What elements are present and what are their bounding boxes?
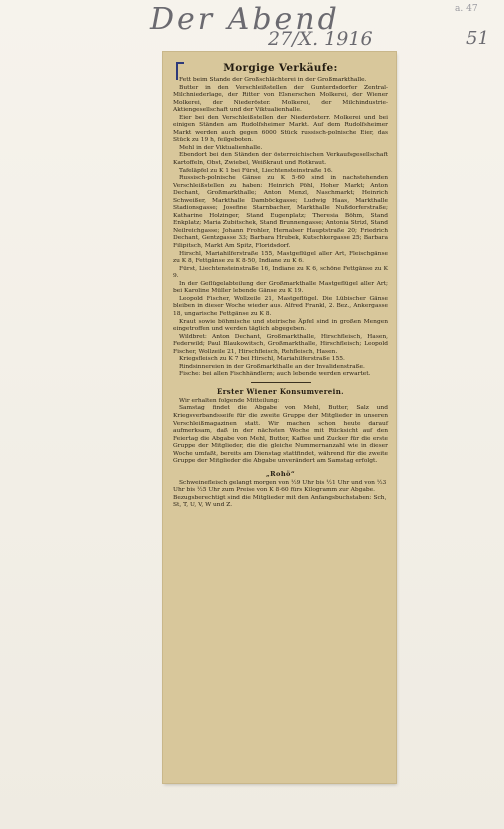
paragraph-fische: Fische: bei allen Fischhändlern; auch lebende werden erwartet. <box>179 371 371 378</box>
paragraph-gefluegel: In der Geflügelabteilung der Großmarkthalle Mastgeflügel aller Art; bei Karoline Müller lebende Gänse zu K 19. <box>173 280 388 295</box>
handwritten-date: 27/X. 1916 <box>268 28 373 50</box>
section-divider <box>251 382 311 383</box>
paragraph-fett: Fett beim Stande der Großschlächterei in der Großmarkthalle. <box>179 77 367 83</box>
clipping-headline: Morgige Verkäufe: <box>223 62 338 74</box>
section-heading-rohoe: „Rohö“ <box>265 469 296 478</box>
paragraph-rindsinnereien: Rindsinnereien in der Großmarkthalle an der Invalidenstraße. <box>179 363 365 370</box>
paragraph-schweinefleisch: Schweinefleisch gelangt morgen von ½9 Uhr bis ½1 Uhr und von ½3 Uhr bis ½5 Uhr zum Preise von K 8·60 fürs Kilogramm zur Abgabe. Bezugsberechtigt sind die Mitglieder mit den Anfangsbuchstaben: Sch, St, T, U, V, W und Z. <box>173 479 387 509</box>
paragraph-fuerst: Fürst, Liechtensteinstraße 16, Indiane zu K 6, schöne Fettgänse zu K 9. <box>173 265 388 280</box>
paragraph-wildbret: Wildbret: Anton Dechant, Großmarkthalle, Hirschfleisch, Hasen, Federwild; Paul Blaukowitsch, Großmarkthalle, Hirschfleisch; Leopold Fischer, Wollzeile 21, Hirschfleisch, Rehfleisch, Hasen. <box>173 333 388 355</box>
paragraph-hirschl: Hirschl, Mariahilferstraße 155, Mastgeflügel aller Art, Fleischgänse zu K 8, Fettgänse zu K 8·50, Indiane zu K 6. <box>173 250 388 265</box>
paragraph-eier: Eier bei den Verschleißstellen der Niederösterr. Molkerei und bei einigen Ständen am Rudolfsheimer Markt. Auf dem Rudolfsheimer Markt werden auch gegen 6000 Stück russisch-polnische Eier, das Stück zu 19 h, feilgeboten. <box>173 114 388 144</box>
section-heading-konsumverein: Erster Wiener Konsumverein. <box>216 386 345 396</box>
paragraph-butter: Butter in den Verschleißstellen der Gunterdsdorfer Zentral-Milchniederlage, der Ritter von Elsnerschen Molkerei, der Wiener Molkerei, der Niederöster. Molkerei, der Milchindustrie-Aktiengesellschaft und der Viktualienhalle. <box>173 84 388 114</box>
pencil-mark: a. 47 <box>455 4 478 14</box>
blue-pencil-bracket <box>176 62 184 80</box>
paragraph-tafelaepfel: Tafeläpfel zu K 1 bei Fürst, Liechtensteinstraße 16. <box>179 167 333 174</box>
newspaper-clipping <box>163 52 396 783</box>
paragraph-kriegsfleisch: Kriegsfleisch zu K 7 bei Hirschl, Mariahilferstraße 155. <box>179 356 345 363</box>
handwritten-newspaper-title: Der Abend <box>150 2 340 37</box>
paragraph-fischer: Leopold Fischer, Wollzeile 21, Mastgeflügel. Die Lübischer Gänse bleiben in dieser Woche wieder aus. Alfred Frankl, 2. Bez., Ankergasse 18, ungarische Fettgänse zu K 8. <box>173 295 388 317</box>
paragraph-gaense: Russisch-polnische Gänse zu K 5·60 sind in nachstehenden Verschleißstellen zu haben: Heinrich Pöhl, Hoher Markt; Anton Dechant, Großmarkthalle; Anton Menzl, Naschmarkt; Heinrich Schweißer, Markthalle Damböckgasse; Ludwig Haas, Markthalle Stadionsgasse; Josefine Starnbacher, Markthalle Nußdorferstraße; Katharine Holzinger, Stand Eugenplatz; Theresia Böhm, Stand Enkplatz; Maria Zubitschek, Stand Brunnengasse; Antonia Strizl, Stand Neilreichgasse; Johann Frohler, Hernalser Hauptstraße 20; Friedrich Dechant, Gentzgasse 33; Barbara Hrubek, Kutschkergasse 25; Barbara Filipitsch, Markt Am Spitz, Floridsdorf. <box>173 175 388 250</box>
paragraph-kartoffeln: Ebendort bei den Ständen der österreichischen Verkaufsgesellschaft Kartoffeln, Obst, Zwiebel, Weißkraut und Rotkraut. <box>173 152 388 167</box>
paragraph-samstag: Samstag findet die Abgabe von Mehl, Butter, Salz und Kriegsverbandsseife für die zweite Gruppe der Mitglieder in unseren Verschleißmagazinen statt. Wir machen schon heute darauf aufmerksam, daß in der nächsten Woche mit Rücksicht auf den Feiertag die Abgabe von Mehl, Butter, Kaffee und Zucker für die erste Gruppe der Mitglieder, die die gleiche Nummernanzahl wie in dieser Woche umfaßt, bereits am Dienstag stattfindet, während für die zweite Gruppe der Mitglieder die Abgabe unverändert am Samstag erfolgt. <box>173 405 388 465</box>
paragraph-mehl: Mehl in der Viktualienhalle. <box>179 144 263 151</box>
handwritten-page-number: 51 <box>466 28 489 49</box>
paragraph-kraut: Kraut sowie böhmische und steirische Äpfel sind in großen Mengen eingetroffen und werden täglich abgegeben. <box>173 318 388 333</box>
paragraph-mitteilung: Wir erhalten folgende Mitteilung: <box>179 397 280 404</box>
